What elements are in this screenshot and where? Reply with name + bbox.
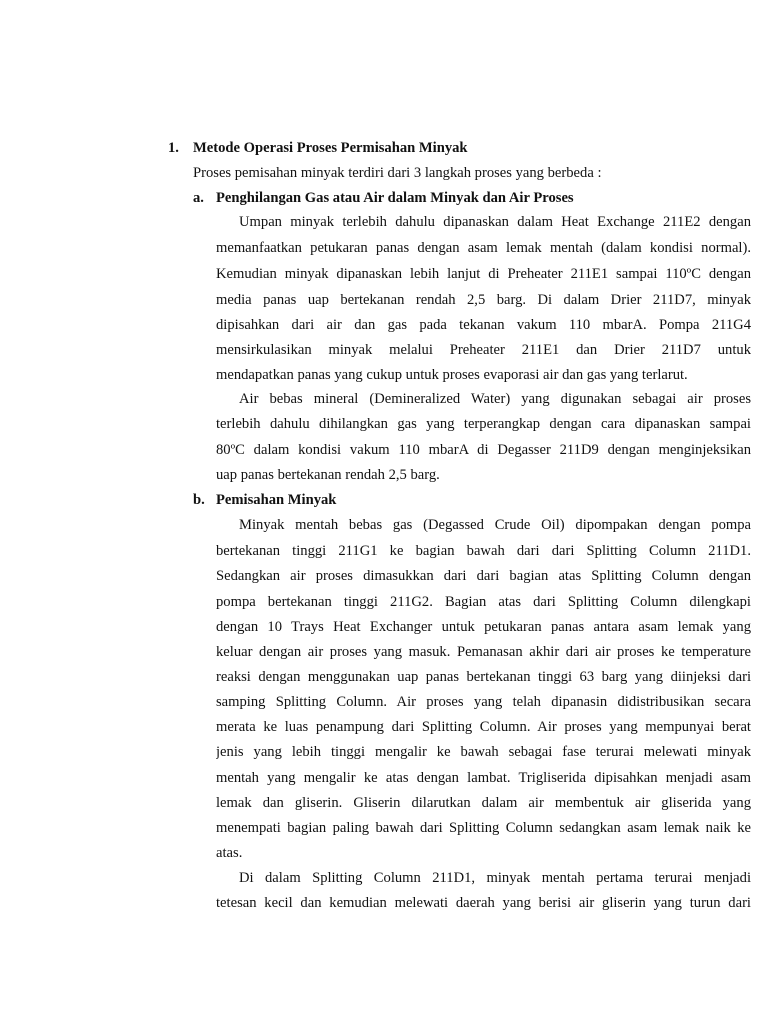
section-title: Metode Operasi Proses Permisahan Minyak (193, 140, 468, 156)
paragraph-line: mentah yang mengalir ke atas dengan lambat. Trigliserida dipisahkan menjadi asam (216, 770, 751, 786)
paragraph-line: mendapatkan panas yang cukup untuk proses evaporasi air dan gas yang terlarut. (216, 367, 688, 383)
paragraph-line: mensirkulasikan minyak melalui Preheater 211E1 dan Drier 211D7 untuk (216, 342, 751, 358)
paragraph-line: pompa bertekanan tinggi 211G2. Bagian atas dari Splitting Column dilengkapi (216, 594, 751, 610)
paragraph-line: media panas uap bertekanan rendah 2,5 barg. Di dalam Drier 211D7, minyak (216, 292, 751, 308)
paragraph-line: uap panas bertekanan rendah 2,5 barg. (216, 467, 440, 483)
paragraph-line: keluar dengan air proses yang masuk. Pemanasan akhir dari air proses ke temperature (216, 644, 751, 660)
section-number: 1. (168, 140, 179, 156)
paragraph-line: lemak dan gliserin. Gliserin dilarutkan dalam air membentuk air gliserida yang (216, 795, 751, 811)
paragraph-line: dipisahkan dari air dan gas pada tekanan vakum 110 mbarA. Pompa 211G4 (216, 317, 751, 333)
paragraph-line: samping Splitting Column. Air proses yang telah dipanasin didistribusikan secara (216, 694, 751, 710)
paragraph-line: jenis yang lebih tinggi mengalir ke bawah sebagai fase terurai melewati minyak (216, 744, 751, 760)
paragraph-line: atas. (216, 845, 243, 861)
paragraph-line: terlebih dahulu dihilangkan gas yang terperangkap dengan cara dipanaskan sampai (216, 416, 751, 432)
paragraph-line: Minyak mentah bebas gas (Degassed Crude Oil) dipompakan dengan pompa (239, 517, 751, 533)
subsection-letter-b: b. (193, 492, 205, 508)
paragraph-line: bertekanan tinggi 211G1 ke bagian bawah dari dari Splitting Column 211D1. (216, 543, 751, 559)
paragraph-line: Umpan minyak terlebih dahulu dipanaskan dalam Heat Exchange 211E2 dengan (239, 214, 751, 230)
paragraph-line: reaksi dengan menggunakan uap panas bertekanan tinggi 63 barg yang diinjeksi dari (216, 669, 751, 685)
paragraph-line: tetesan kecil dan kemudian melewati daerah yang berisi air gliserin yang turun dari (216, 895, 751, 911)
paragraph-line: Kemudian minyak dipanaskan lebih lanjut di Preheater 211E1 sampai 110ºC dengan (216, 266, 751, 282)
paragraph-line: merata ke luas penampung dari Splitting Column. Air proses yang mempunyai berat (216, 719, 751, 735)
subsection-title-a: Penghilangan Gas atau Air dalam Minyak dan Air Proses (216, 190, 574, 206)
subsection-letter-a: a. (193, 190, 204, 206)
paragraph-line: Sedangkan air proses dimasukkan dari dari bagian atas Splitting Column dengan (216, 568, 751, 584)
paragraph-line: 80ºC dalam kondisi vakum 110 mbarA di Degasser 211D9 dengan menginjeksikan (216, 442, 751, 458)
paragraph-line: menempati bagian paling bawah dari Splitting Column sedangkan asam lemak naik ke (216, 820, 751, 836)
paragraph-line: Air bebas mineral (Demineralized Water) yang digunakan sebagai air proses (239, 391, 751, 407)
paragraph-line: Di dalam Splitting Column 211D1, minyak mentah pertama terurai menjadi (239, 870, 751, 886)
paragraph-line: memanfaatkan petukaran panas dengan asam lemak mentah (dalam kondisi normal). (216, 240, 751, 256)
section-intro: Proses pemisahan minyak terdiri dari 3 langkah proses yang berbeda : (193, 165, 602, 181)
subsection-title-b: Pemisahan Minyak (216, 492, 337, 508)
paragraph-line: dengan 10 Trays Heat Exchanger untuk petukaran panas antara asam lemak yang (216, 619, 751, 635)
